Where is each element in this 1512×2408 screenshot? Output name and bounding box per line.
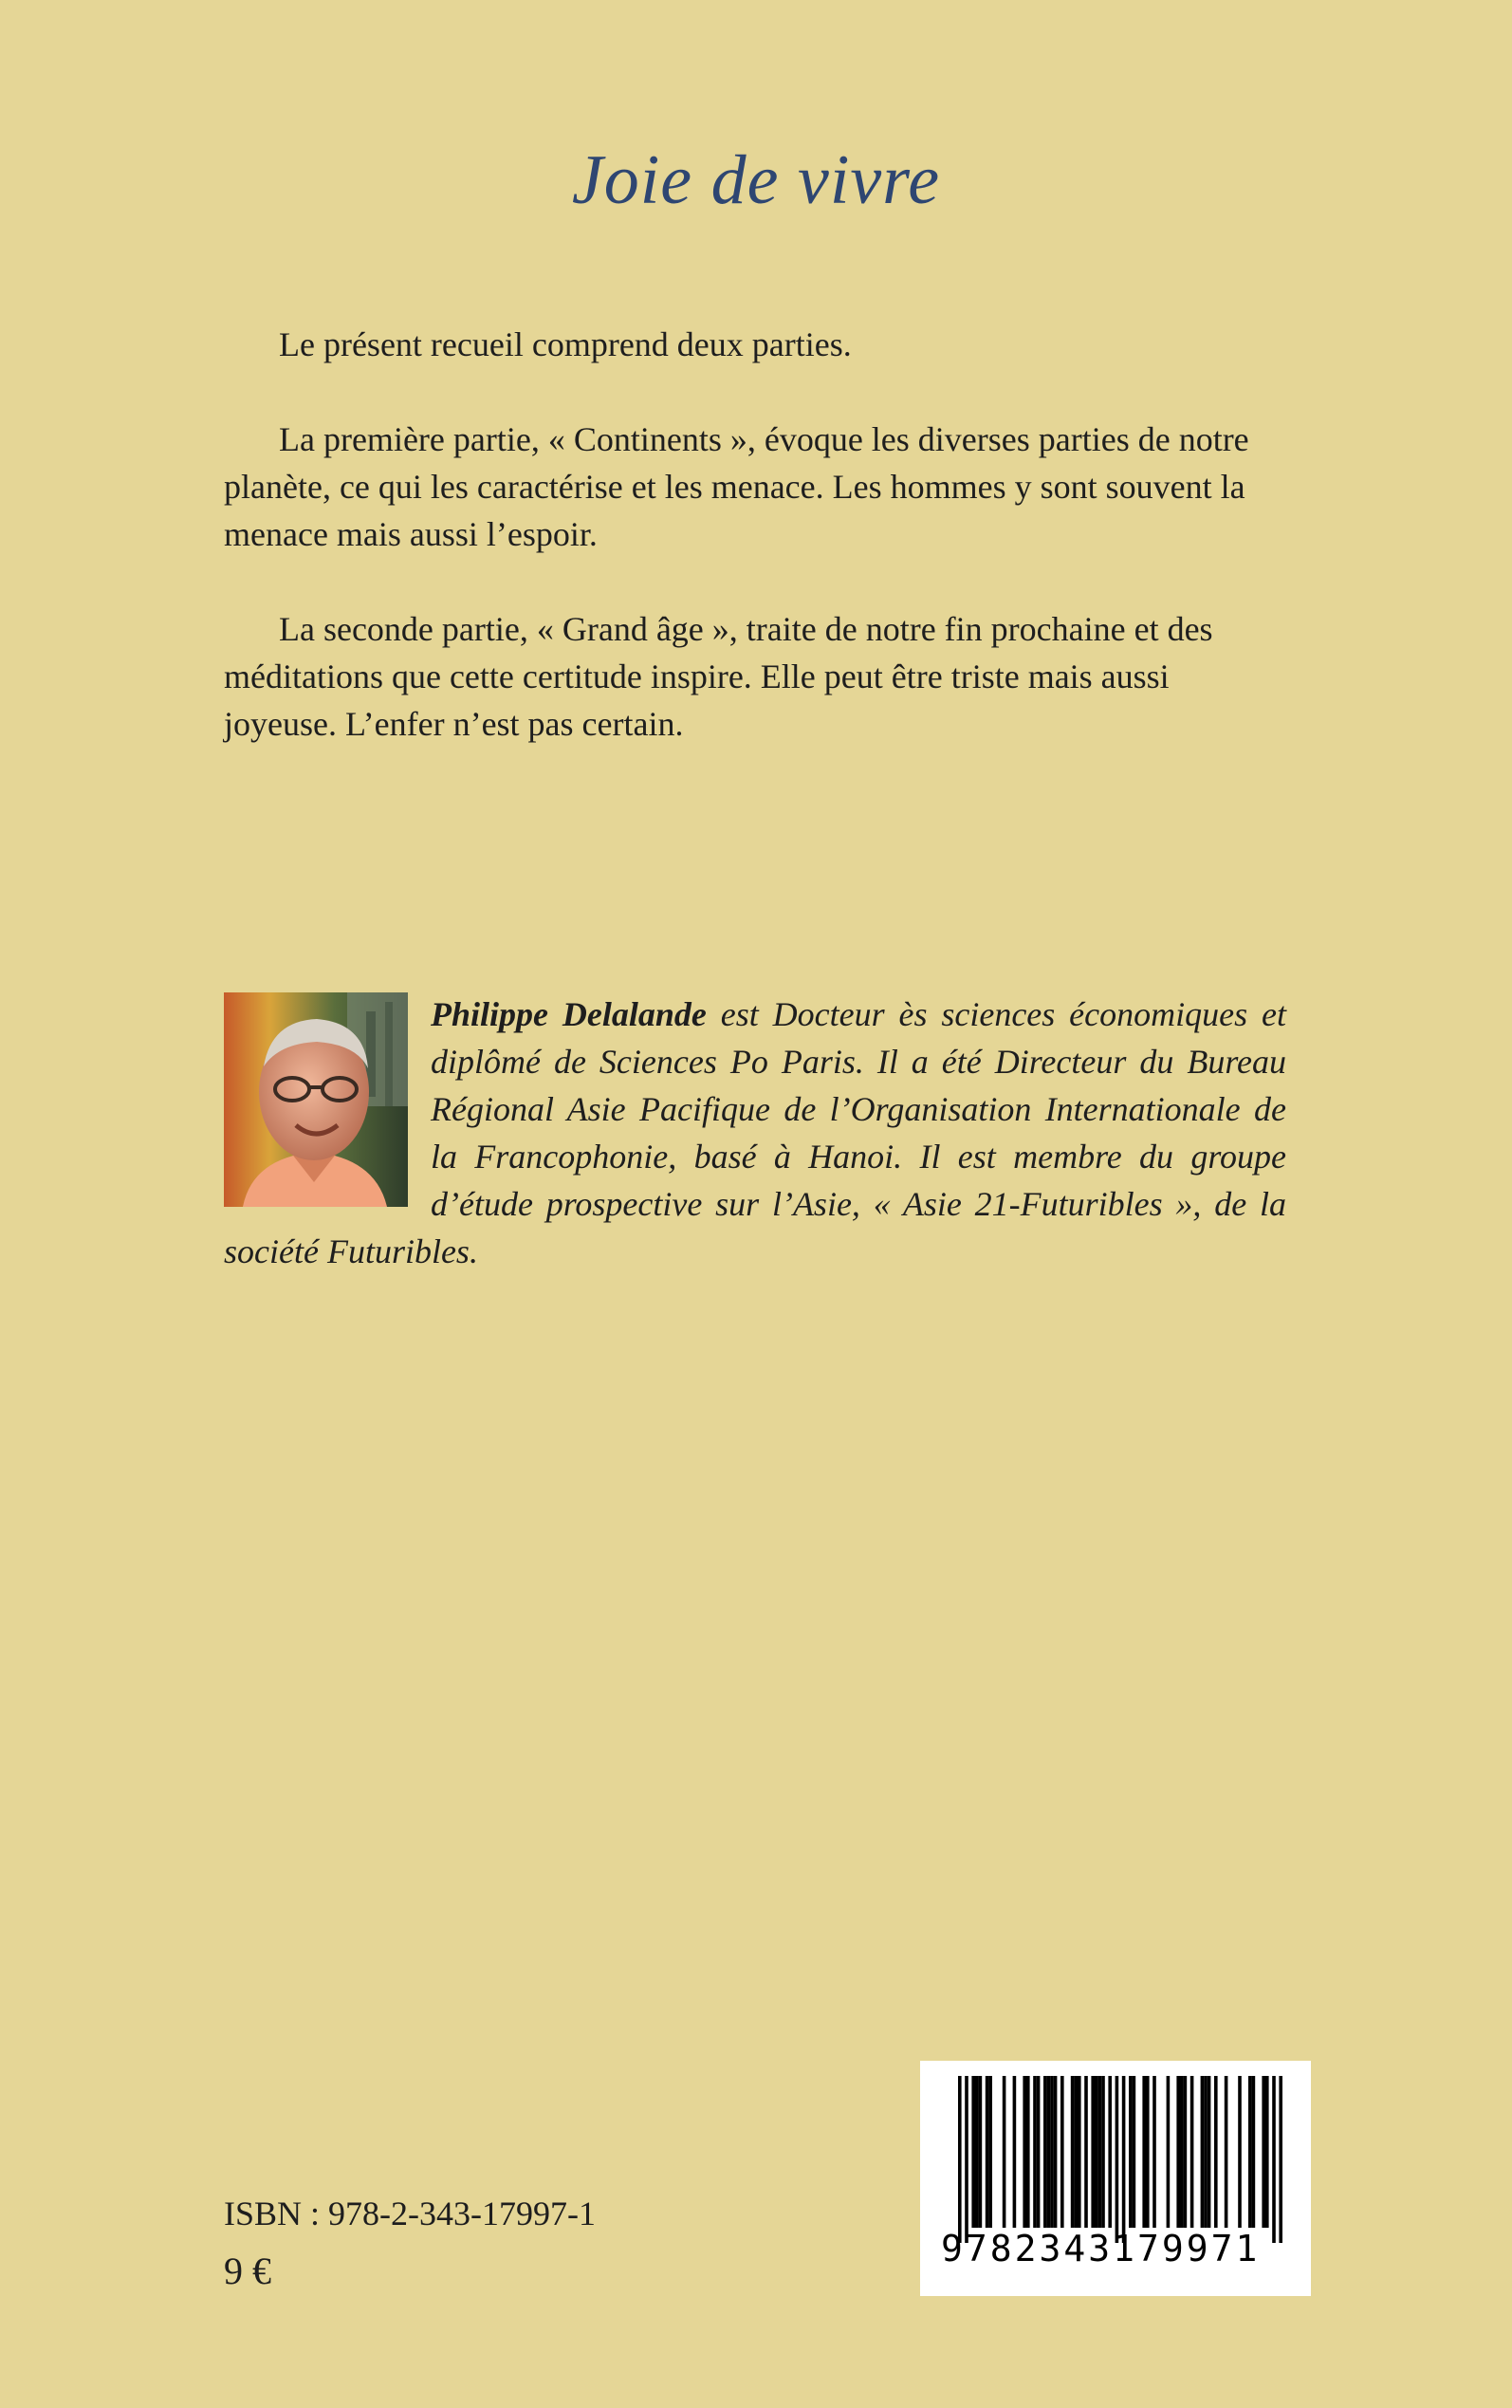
barcode-bar: [1279, 2076, 1282, 2243]
barcode-bar: [1101, 2076, 1105, 2228]
barcode-bar: [1033, 2076, 1037, 2228]
barcode-bar: [1116, 2076, 1119, 2243]
barcode-bar: [1262, 2076, 1265, 2228]
price: 9 €: [224, 2250, 271, 2292]
barcode-bar: [986, 2076, 989, 2228]
blurb: [224, 321, 1290, 795]
book-title: Joie de vivre: [571, 141, 941, 219]
barcode-bar: [1084, 2076, 1088, 2228]
barcode-bar: [1252, 2076, 1256, 2228]
author-bio-text: est Docteur ès sciences économiques et diplômé de Sciences Po Paris. Il a été Directeur du Bureau Régional Asie Pacifique de l’Organisation Internationale de la Francophonie, basé à Hanoi. Il est membre du groupe d’étude prospective sur l’Asie, « Asie 21-Futuribles », de la société Futuribles.: [224, 995, 1286, 1270]
barcode-bar: [965, 2076, 968, 2243]
author-name: Philippe Delalande: [431, 995, 707, 1033]
barcode-bar: [1176, 2076, 1180, 2228]
barcode-bar: [1225, 2076, 1228, 2228]
barcode-bar: [1091, 2076, 1095, 2228]
barcode-bar: [1013, 2076, 1017, 2228]
author-photo: [224, 992, 408, 1207]
barcode-bar: [1180, 2076, 1184, 2228]
barcode-bar: [1129, 2076, 1133, 2228]
barcode-bar: [1238, 2076, 1242, 2228]
barcode-bar: [1003, 2076, 1006, 2228]
barcode-bar: [1026, 2076, 1030, 2228]
barcode-bar: [1272, 2076, 1276, 2243]
barcode-bar: [1204, 2076, 1208, 2228]
barcode-bar: [1152, 2076, 1156, 2228]
barcode-bar: [1074, 2076, 1078, 2228]
barcode-bar: [1167, 2076, 1171, 2228]
barcode-bar: [1248, 2076, 1252, 2228]
barcode-bar: [1208, 2076, 1211, 2228]
barcode-bar: [1214, 2076, 1218, 2228]
barcode-bar: [1184, 2076, 1188, 2228]
barcode-bar: [1043, 2076, 1047, 2228]
barcode-bar: [1060, 2076, 1064, 2228]
barcode-bar: [1078, 2076, 1081, 2228]
barcode-bar: [979, 2076, 983, 2228]
barcode-bar: [1071, 2076, 1075, 2228]
author-section: [224, 991, 1286, 1275]
barcode-bar: [1133, 2076, 1136, 2228]
blurb-paragraph-1: Le présent recueil comprend deux parties.: [279, 325, 852, 363]
barcode: [920, 2061, 1311, 2296]
barcode-bar: [975, 2076, 979, 2228]
barcode-bar: [1098, 2076, 1102, 2228]
isbn: ISBN : 978-2-343-17997-1: [224, 2195, 596, 2232]
barcode-bar: [1023, 2076, 1026, 2228]
barcode-bar: [1142, 2076, 1146, 2228]
barcode-bar: [1047, 2076, 1051, 2228]
barcode-bar: [958, 2076, 962, 2243]
barcode-bar: [1108, 2076, 1112, 2228]
barcode-bar: [971, 2076, 975, 2228]
barcode-bar: [1050, 2076, 1054, 2228]
blurb-paragraph-3: La seconde partie, « Grand âge », traite de notre fin prochaine et des méditations que cette certitude inspire. Elle peut être triste mais aussi joyeuse. L’enfer n’est pas certain.: [224, 610, 1213, 743]
barcode-digits: 9782343179971: [941, 2228, 1261, 2269]
barcode-bar: [1265, 2076, 1269, 2228]
barcode-bar: [1037, 2076, 1041, 2228]
barcode-bar: [1122, 2076, 1126, 2243]
barcode-bar: [988, 2076, 992, 2228]
barcode-bar: [1201, 2076, 1205, 2228]
barcode-bar: [1095, 2076, 1098, 2228]
barcode-bar: [1146, 2076, 1150, 2228]
barcode-bar: [1190, 2076, 1194, 2228]
barcode-bar: [1054, 2076, 1058, 2228]
blurb-paragraph-2: La première partie, « Continents », évoque les diverses parties de notre planète, ce qui les caractérise et les menace. Les hommes y sont souvent la menace mais aussi l’espoir.: [224, 420, 1249, 553]
